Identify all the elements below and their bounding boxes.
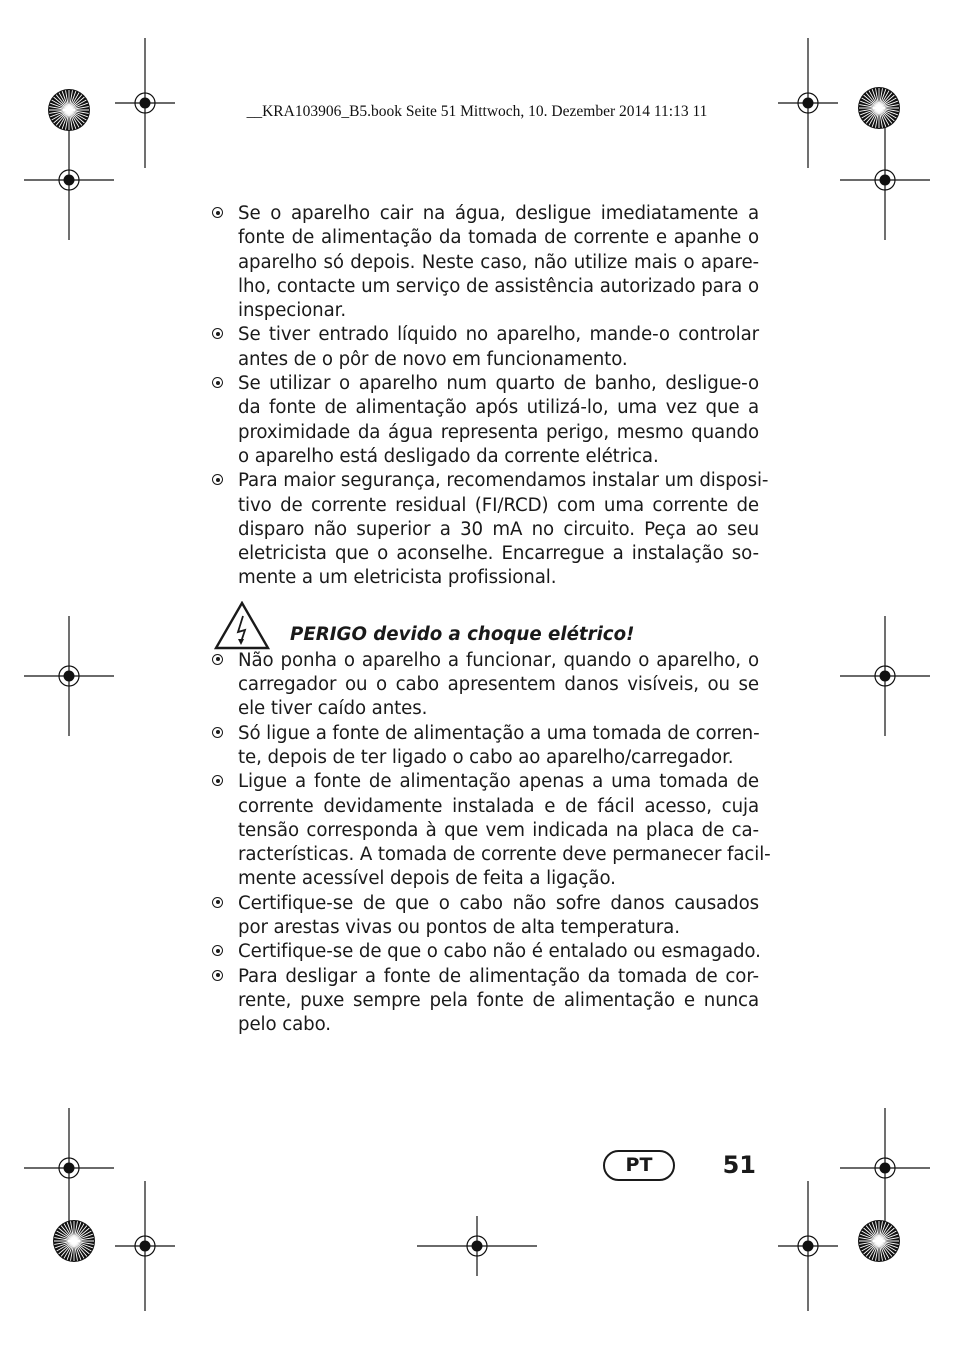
electric-shock-warning-icon [214,601,270,651]
bullet-icon [212,970,223,981]
text-line: mente acessível depois de feita a ligação. [238,868,616,890]
text-line: Só ligue a fonte de alimentação a uma tomada de corren- [238,722,760,744]
text-line: mente a um eletricista profissional. [238,567,557,589]
bullet-icon [212,474,223,485]
list-item [214,965,759,1038]
text-line: pelo cabo. [238,1014,331,1036]
list-item [214,892,759,941]
list-item [214,770,771,891]
text-line: por arestas vivas ou pontos de alta temperatura. [238,917,680,939]
list-item [214,323,759,372]
text-line: eletricista que o aconselhe. Encarregue a instalação so- [238,543,759,565]
text-line: fonte de alimentação da tomada de corrente e apanhe o [238,227,759,249]
list-item [214,372,759,469]
text-line: racterísticas. A tomada de corrente deve permanecer facil- [238,844,771,866]
text-line: Para maior segurança, recomendamos instalar um disposi- [238,470,769,492]
text-line: o aparelho está desligado da corrente elétrica. [238,445,659,467]
text-line: disparo não superior a 30 mA no circuito. Peça ao seu [238,518,759,540]
text-line: Ligue a fonte de alimentação apenas a uma tomada de [238,771,759,793]
list-item [214,202,759,323]
text-line: corrente devidamente instalada e de fácil acesso, cuja [238,795,759,817]
safety-list-general [214,202,769,591]
safety-instructions [214,202,771,1038]
text-line: tensão corresponda à que vem indicada na placa de ca- [238,819,759,841]
list-item [214,940,759,964]
text-line: te, depois de ter ligado o cabo ao aparelho/carregador. [238,746,734,768]
safety-list-electric [214,649,771,1038]
text-line: Certifique-se de que o cabo não é entalado ou esmagado. [238,941,761,963]
text-line: proximidade da água representa perigo, mesmo quando [238,421,759,443]
text-line: carregador ou o cabo apresentem danos visíveis, ou se [238,674,759,696]
text-line: aparelho só depois. Neste caso, não utilize mais o apare- [238,251,759,273]
text-line: ele tiver caído antes. [238,698,428,720]
text-line: Não ponha o aparelho a funcionar, quando o aparelho, o [238,649,759,671]
danger-heading [214,601,759,649]
bullet-icon [212,775,223,786]
bullet-icon [212,945,223,956]
text-line: Se utilizar o aparelho num quarto de banho, desligue-o [238,373,759,395]
list-item [214,649,759,722]
list-item [214,722,759,771]
bullet-icon [212,654,223,665]
bullet-icon [212,328,223,339]
language-badge: PT [603,1150,675,1181]
text-line: lho, contacte um serviço de assistência autorizado para o [238,275,759,297]
danger-title: PERIGO devido a choque elétrico! [290,623,635,645]
print-header: __KRA103906_B5.book Seite 51 Mittwoch, 10. Dezember 2014 11:13 11 [246,103,708,120]
page-number: 51 [722,1151,756,1179]
text-line: Se tiver entrado líquido no aparelho, mande-o controlar [238,324,759,346]
text-line: da fonte de alimentação após utilizá-lo, uma vez que a [238,397,759,419]
bullet-icon [212,897,223,908]
text-line: Para desligar a fonte de alimentação da tomada de cor- [238,965,759,987]
bullet-icon [212,207,223,218]
text-line: rente, puxe sempre pela fonte de alimentação e nunca [238,989,759,1011]
text-line: Se o aparelho cair na água, desligue imediatamente a [238,203,759,224]
text-line: Certifique-se de que o cabo não sofre danos causados [238,892,759,914]
text-line: inspecionar. [238,300,347,322]
list-item [214,469,769,590]
text-line: tivo de corrente residual (FI/RCD) com uma corrente de [238,494,759,516]
bullet-icon [212,377,223,388]
bullet-icon [212,727,223,738]
text-line: antes de o pôr de novo em funcionamento. [238,348,628,370]
